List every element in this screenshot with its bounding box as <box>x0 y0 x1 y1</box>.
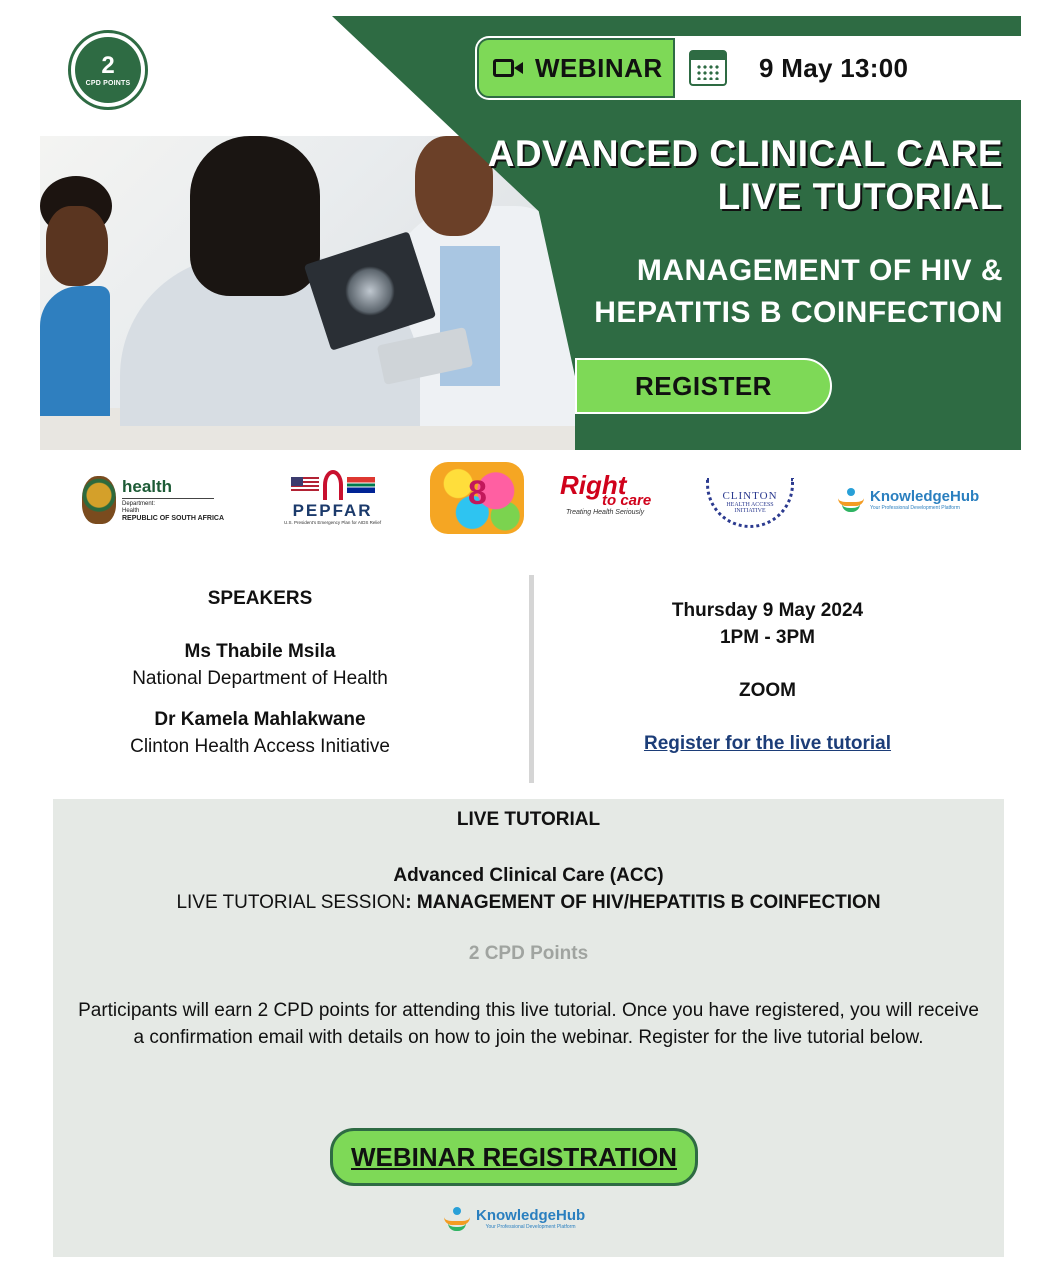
speakers-heading: SPEAKERS <box>207 588 313 609</box>
footer-knowledgehub-word: KnowledgeHub <box>476 1207 586 1224</box>
webinar-label: WEBINAR <box>535 52 663 83</box>
cpd-badge-number: 2 <box>101 51 115 79</box>
subtitle-line-2: HEPATITIS B COINFECTION <box>594 296 1003 329</box>
sa-flag-icon <box>347 477 375 493</box>
pepfar-logo <box>284 470 381 525</box>
details-description: Participants will earn 2 CPD points for attending this live tutorial. Once you have registered, you will receive a confirmation email with details on how to join the webinar. Register for the live tutorial below. <box>78 1000 979 1048</box>
us-flag-icon <box>291 477 319 493</box>
video-camera-icon <box>493 59 523 77</box>
tutorial-details-panel <box>53 799 1004 1257</box>
webinar-bar <box>475 36 1021 100</box>
knowledgehub-logo <box>838 488 979 512</box>
event-time: 1PM - 3PM <box>719 627 816 648</box>
event-info <box>40 575 1021 783</box>
clinton-logo-line2: HEALTH ACCESS <box>726 502 774 508</box>
pepfar-word: PEPFAR <box>292 501 373 520</box>
cpd-badge <box>68 30 148 110</box>
course-name: Advanced Clinical Care (ACC) <box>393 865 664 886</box>
hero-banner <box>40 16 1021 450</box>
details-heading: LIVE TUTORIAL <box>456 809 601 830</box>
schedule-section <box>540 597 995 757</box>
register-button[interactable]: REGISTER <box>575 358 832 414</box>
footer-knowledgehub-logo <box>444 1207 585 1231</box>
clinton-logo-line1: CLINTON <box>722 490 778 502</box>
stars-arc-icon <box>706 478 794 528</box>
speakers-section <box>40 585 480 760</box>
clinton-initiative-logo <box>702 474 798 530</box>
health-logo-country: REPUBLIC OF SOUTH AFRICA <box>122 514 225 522</box>
column-divider <box>529 575 534 783</box>
partner-logos <box>40 462 1021 542</box>
photo-person-middle-hair <box>190 136 320 296</box>
event-platform: ZOOM <box>739 680 796 701</box>
speaker-org: National Department of Health <box>132 668 388 689</box>
footer-knowledgehub-tagline: Your Professional Development Platform <box>485 1224 576 1230</box>
webinar-date-time: 9 May 13:00 <box>759 52 909 83</box>
webinar-pill <box>477 38 675 98</box>
page-title <box>488 132 1003 218</box>
speaker-name: Dr Kamela Mahlakwane <box>154 709 366 730</box>
community-art-logo <box>430 462 524 534</box>
photo-person-left-face <box>46 206 108 286</box>
cpd-badge-label: CPD POINTS <box>85 79 131 87</box>
event-date: Thursday 9 May 2024 <box>671 600 864 621</box>
health-logo-word: health <box>122 476 173 496</box>
title-line-1: ADVANCED CLINICAL CARE <box>487 133 1003 174</box>
speaker-name: Ms Thabile Msila <box>184 641 336 662</box>
cpd-points-text: 2 CPD Points <box>468 943 589 964</box>
session-topic: : MANAGEMENT OF HIV/HEPATITIS B COINFECTION <box>405 892 881 913</box>
knowledgehub-word: KnowledgeHub <box>870 488 980 505</box>
session-title <box>53 889 1004 916</box>
knowledgehub-tagline: Your Professional Development Platform <box>870 505 960 511</box>
photo-person-left-scrubs <box>40 286 110 416</box>
awareness-ribbon-icon <box>323 470 343 500</box>
right-to-care-logo <box>560 472 651 516</box>
right-to-care-tagline: Treating Health Seriously <box>566 509 645 516</box>
webinar-registration-button[interactable]: WEBINAR REGISTRATION <box>330 1128 698 1186</box>
pepfar-tagline: U.S. President's Emergency Plan for AIDS Relief <box>284 520 382 525</box>
health-department-logo <box>82 476 224 524</box>
title-line-2: LIVE TUTORIAL <box>717 176 1003 217</box>
right-to-care-word: Right <box>560 470 627 500</box>
right-to-care-subword: to care <box>602 492 652 509</box>
page-subtitle <box>594 250 1003 334</box>
health-logo-dept: Department: <box>122 500 156 507</box>
coat-of-arms-icon <box>82 476 116 524</box>
register-link[interactable]: Register for the live tutorial <box>643 733 892 754</box>
subtitle-line-1: MANAGEMENT OF HIV & <box>636 254 1003 287</box>
calendar-icon <box>689 50 727 86</box>
knowledgehub-person-icon <box>444 1207 470 1231</box>
session-prefix: LIVE TUTORIAL SESSION <box>176 892 406 913</box>
speaker-org: Clinton Health Access Initiative <box>130 736 390 757</box>
knowledgehub-person-icon <box>838 488 864 512</box>
health-logo-dept-name: Health <box>122 507 140 514</box>
clinton-logo-line3: INITIATIVE <box>734 508 766 514</box>
